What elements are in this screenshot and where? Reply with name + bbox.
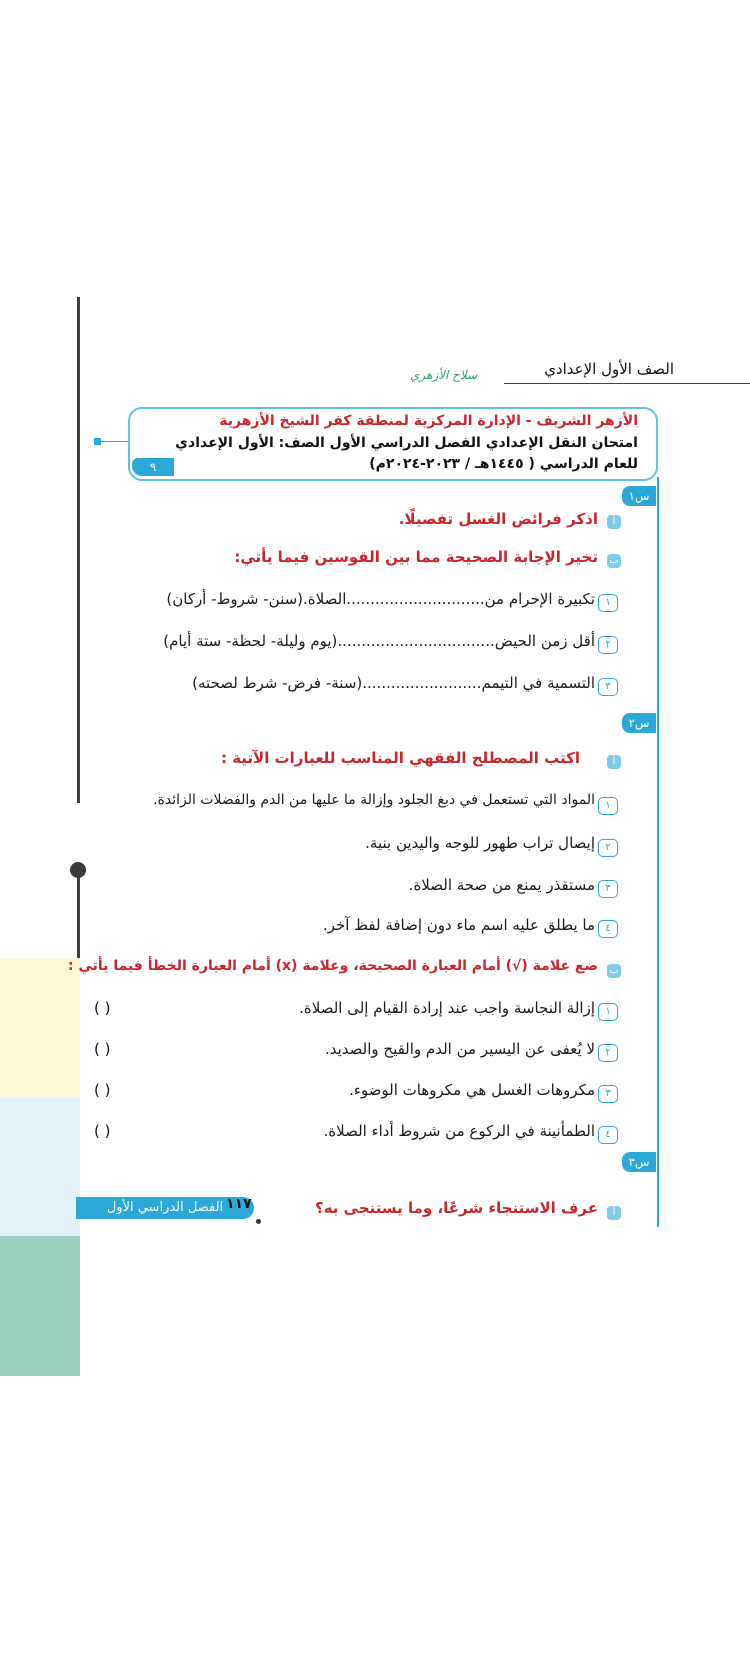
q2-b-item: إزالة النجاسة واجب عند إرادة القيام إلى الصلاة. — [299, 999, 595, 1017]
q1-item: تكبيرة الإحرام من.............................الصلاة.(سنن- شروط- أركان) — [166, 590, 595, 608]
q1-item-num: ٣ — [598, 678, 618, 696]
q1-item: أقل زمن الحيض.................................(يوم وليلة- لحظة- ستة أيام) — [163, 632, 595, 650]
color-band-yellow — [0, 958, 80, 1098]
q2-a-item: المواد التي تستعمل في دبغ الجلود وإزالة ما عليها من الدم والفضلات الزائدة. — [153, 792, 595, 808]
footer-dot — [256, 1219, 261, 1224]
q1-item: التسمية في التيمم.........................(سنة- فرض- شرط لصحته) — [192, 674, 595, 692]
q3-part-a-text: عرف الاستنجاء شرعًا، وما يستنجى به؟ — [315, 1199, 598, 1217]
answer-parentheses[interactable]: ( ) — [94, 999, 111, 1017]
q2-a-item-num: ٤ — [598, 920, 618, 938]
q2-b-item-num: ١ — [598, 1003, 618, 1021]
q1-part-a-text: اذكر فرائض الغسل تفصيلًا. — [398, 510, 598, 528]
q2-part-a-text: اكتب المصطلح الفقهي المناسب للعبارات الآتية : — [220, 749, 580, 767]
q2-part-b-marker: ب — [607, 964, 621, 978]
q2-a-item-num: ١ — [598, 797, 618, 815]
margin-dot — [70, 862, 86, 878]
q1-part-b-text: تخير الإجابة الصحيحة مما بين القوسين فيما يأتي: — [234, 548, 598, 566]
header-rule — [504, 383, 750, 384]
color-band-green — [0, 1236, 80, 1376]
answer-parentheses[interactable]: ( ) — [94, 1040, 111, 1058]
q3-part-a-marker: أ — [607, 1206, 621, 1220]
q2-part-b-text: ضع علامة (√) أمام العبارة الصحيحة، وعلامة (x) أمام العبارة الخطأ فيما يأتي : — [68, 958, 598, 974]
q2-part-a-marker: أ — [607, 755, 621, 769]
box-connector — [96, 441, 130, 442]
brand-logo: سلاح الأزهري — [410, 368, 478, 382]
answer-parentheses[interactable]: ( ) — [94, 1122, 111, 1140]
footer-semester-label: الفصل الدراسي الأول — [76, 1197, 254, 1219]
q1-item-num: ٢ — [598, 636, 618, 654]
q1-item-num: ١ — [598, 594, 618, 612]
question-tag-3: س٣ — [622, 1152, 656, 1172]
q2-a-item-num: ٢ — [598, 839, 618, 857]
exam-title: امتحان النقل الإعدادي الفصل الدراسي الأول الصف: الأول الإعدادي — [175, 435, 638, 451]
q2-b-item-num: ٤ — [598, 1126, 618, 1144]
answer-parentheses[interactable]: ( ) — [94, 1081, 111, 1099]
q1-part-a-marker: أ — [607, 515, 621, 529]
q2-a-item-num: ٣ — [598, 880, 618, 898]
grade-label: الصف الأول الإعدادي — [544, 360, 674, 378]
q2-b-item-num: ٣ — [598, 1085, 618, 1103]
exam-number-badge: ٩ — [132, 458, 174, 476]
q2-b-item: الطمأنينة في الركوع من شروط أداء الصلاة. — [323, 1122, 595, 1140]
color-band-blue — [0, 1098, 80, 1236]
page-number: ١١٧ — [226, 1196, 252, 1212]
exam-info-box — [128, 407, 658, 481]
q1-part-b-marker: ب — [607, 554, 621, 568]
exam-authority: الأزهر الشريف - الإدارة المركزية لمنطقة كفر الشيخ الأزهرية — [219, 413, 638, 429]
q2-b-item: مكروهات الغسل هي مكروهات الوضوء. — [349, 1081, 595, 1099]
box-connector-dot — [94, 438, 101, 445]
q2-b-item-num: ٢ — [598, 1044, 618, 1062]
question-tag-1: س١ — [622, 486, 656, 506]
q2-a-item: ما يطلق عليه اسم ماء دون إضافة لفظ آخر. — [322, 916, 595, 934]
q2-b-item: لا يُعفى عن اليسير من الدم والقيح والصديد. — [324, 1040, 595, 1058]
question-tag-2: س٢ — [622, 713, 656, 733]
question-timeline — [657, 477, 659, 1227]
exam-year: للعام الدراسي ( ١٤٤٥هـ / ٢٠٢٣-٢٠٢٤م) — [369, 456, 638, 472]
q2-a-item: مستقذر يمنع من صحة الصلاة. — [408, 876, 595, 894]
q2-a-item: إيصال تراب طهور للوجه واليدين بنية. — [365, 834, 595, 852]
margin-line-top — [77, 297, 80, 803]
